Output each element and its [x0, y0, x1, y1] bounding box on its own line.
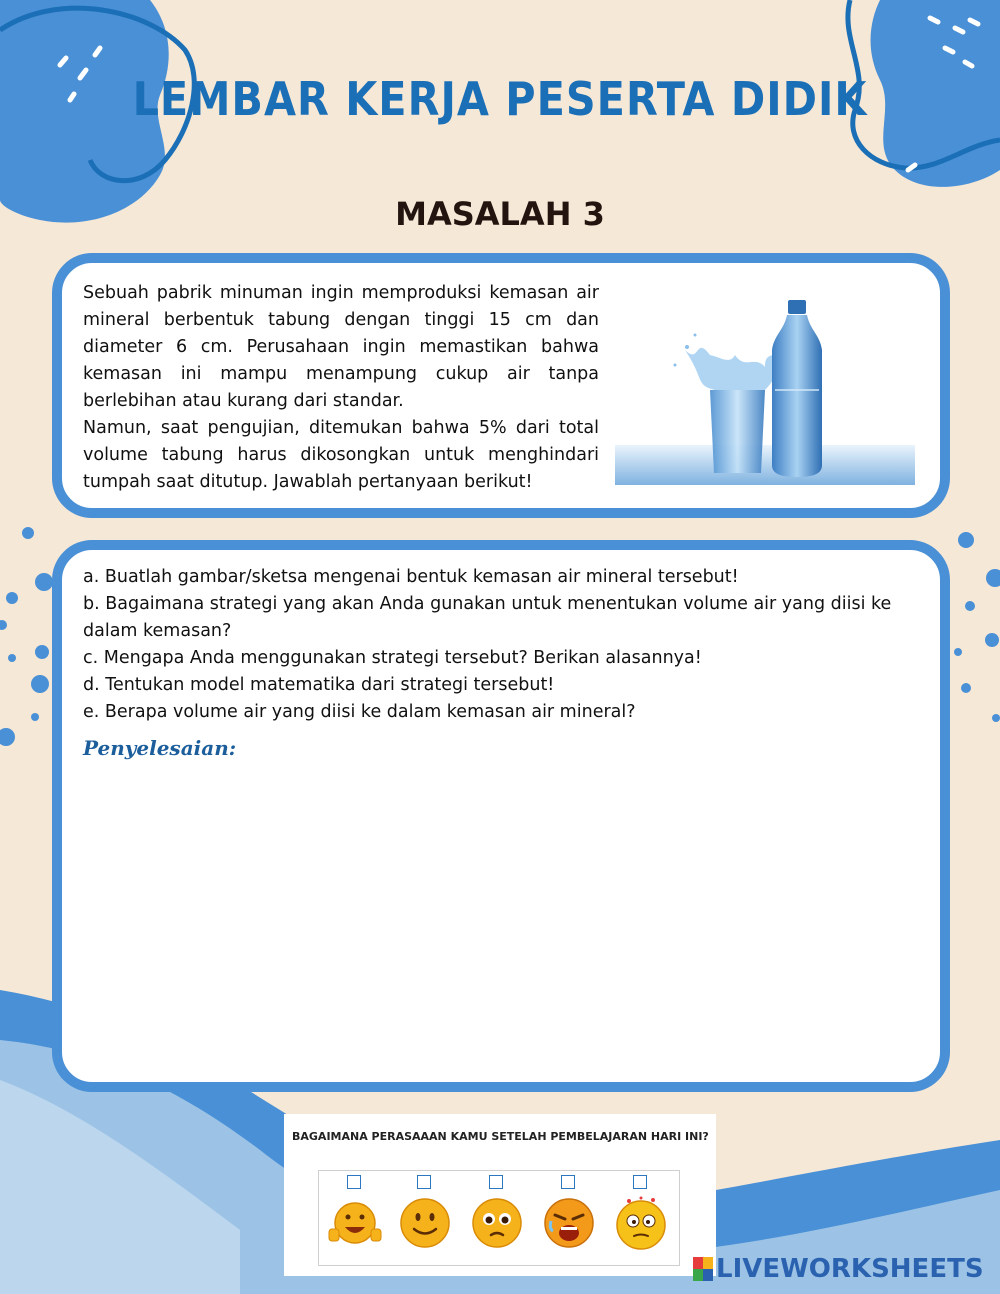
question-c: c. Mengapa Anda menggunakan strategi tersebut? Berikan alasannya!: [83, 648, 702, 668]
question-a: a. Buatlah gambar/sketsa mengenai bentuk kemasan air mineral tersebut!: [83, 567, 739, 587]
liveworksheets-logo: [693, 1254, 984, 1284]
smiling-emoji-icon: [397, 1195, 453, 1251]
problem-paragraph-1: Sebuah pabrik minuman ingin memproduksi kemasan air mineral berbentuk tabung dengan tinggi 15 cm dan diameter 6 cm. Perusahaan ingin memastikan bahwa kemasan ini mampu menampung cukup air tanpa berlebihan atau kurang dari standar.: [83, 283, 599, 411]
feedback-question: BAGAIMANA PERASAAAN KAMU SETELAH PEMBELAJARAN HARI INI?: [292, 1130, 709, 1143]
feedback-option-1[interactable]: [327, 1171, 383, 1267]
pleading-emoji-icon: [469, 1195, 525, 1251]
question-b: b. Bagaimana strategi yang akan Anda gunakan untuk menentukan volume air yang diisi ke dalam kemasan?: [83, 594, 892, 641]
problem-text: [83, 280, 599, 496]
feedback-option-2[interactable]: [397, 1171, 453, 1267]
feedback-options: [318, 1170, 680, 1266]
feedback-panel: [284, 1114, 716, 1276]
feedback-checkbox-3[interactable]: [489, 1175, 503, 1189]
crying-angry-emoji-icon: [541, 1195, 597, 1251]
confused-dizzy-emoji-icon: [613, 1195, 669, 1251]
feedback-checkbox-5[interactable]: [633, 1175, 647, 1189]
water-bottle-splash-photo: [615, 295, 915, 485]
feedback-option-4[interactable]: [541, 1171, 597, 1267]
feedback-option-3[interactable]: [469, 1171, 525, 1267]
question-e: e. Berapa volume air yang diisi ke dalam kemasan air mineral?: [83, 702, 636, 722]
thumbs-up-happy-emoji-icon: [327, 1195, 383, 1251]
liveworksheets-logo-icon: [693, 1257, 713, 1281]
feedback-checkbox-4[interactable]: [561, 1175, 575, 1189]
question-d: d. Tentukan model matematika dari strategi tersebut!: [83, 675, 555, 695]
problem-paragraph-2: Namun, saat pengujian, ditemukan bahwa 5% dari total volume tabung harus dikosongkan untuk menghindari tumpah saat ditutup. Jawablah pertanyaan berikut!: [83, 418, 599, 492]
liveworksheets-wordmark: LIVEWORKSHEETS: [716, 1254, 984, 1284]
page-title: LEMBAR KERJA PESERTA DIDIK: [132, 72, 868, 126]
solution-label: Penyelesaian:: [83, 736, 237, 760]
feedback-option-5[interactable]: [613, 1171, 669, 1267]
feedback-checkbox-1[interactable]: [347, 1175, 361, 1189]
feedback-checkbox-2[interactable]: [417, 1175, 431, 1189]
problem-number-heading: MASALAH 3: [395, 195, 605, 233]
questions-list: [83, 564, 928, 726]
